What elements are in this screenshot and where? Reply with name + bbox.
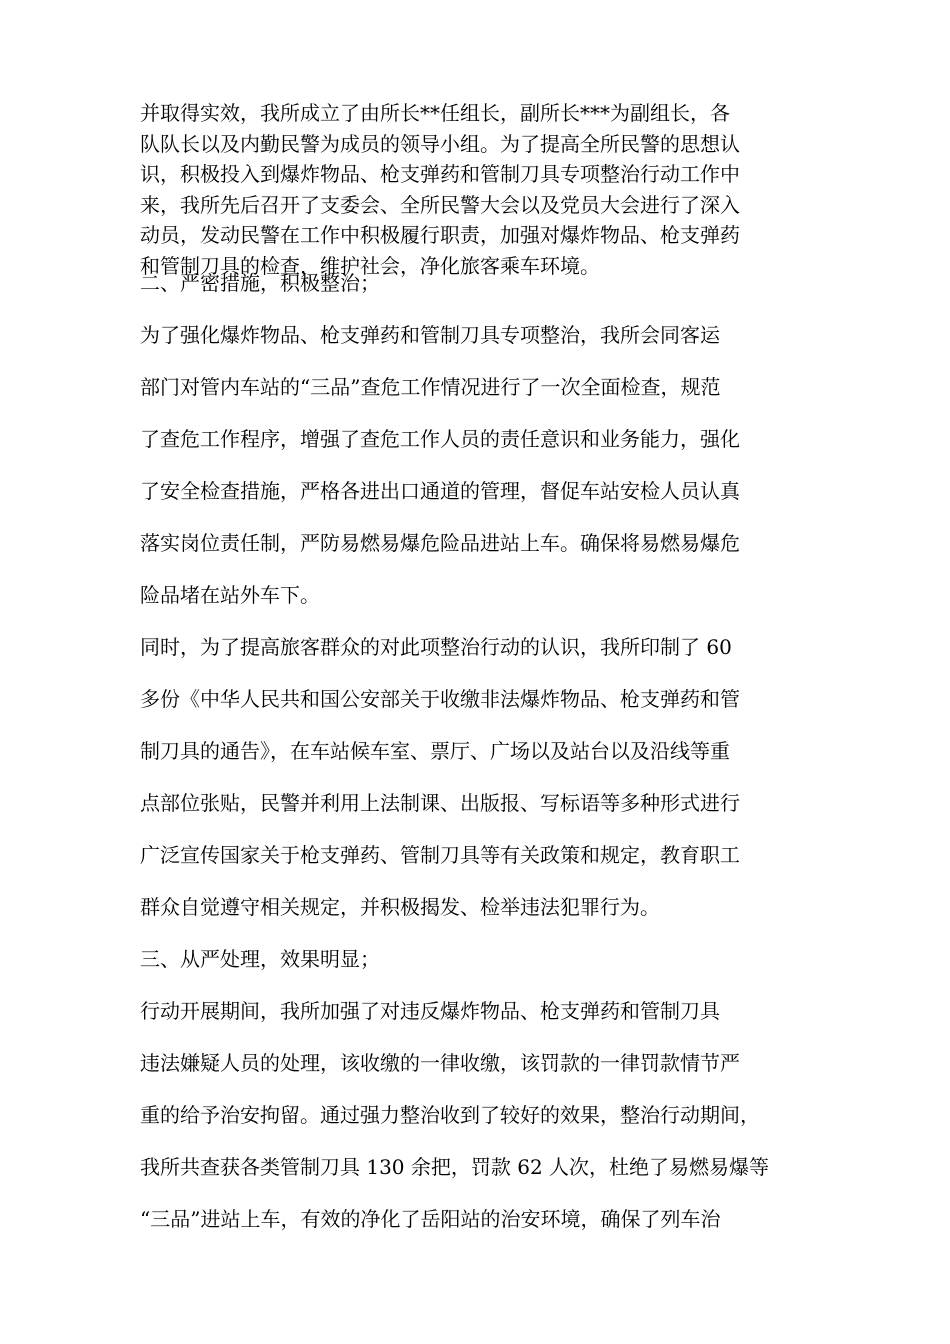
text-line: 同时，为了提高旅客群众的对此项整治行动的认识，我所印制了 60 [140, 635, 732, 659]
text-line: 动员，发动民警在工作中积极履行职责，加强对爆炸物品、枪支弹药 [140, 223, 740, 247]
text-line: 行动开展期间，我所加强了对违反爆炸物品、枪支弹药和管制刀具 [140, 999, 720, 1023]
section-heading-3: 三、从严处理，效果明显； [140, 947, 380, 971]
text-line: 了查危工作程序，增强了查危工作人员的责任意识和业务能力，强化 [140, 427, 740, 451]
text-line: 险品堵在站外车下。 [140, 583, 320, 607]
text-line: 来，我所先后召开了支委会、全所民警大会以及党员大会进行了深入 [140, 192, 740, 217]
text-line: 重的给予治安拘留。通过强力整治收到了较好的效果，整治行动期间， [140, 1103, 760, 1127]
text-line: 为了强化爆炸物品、枪支弹药和管制刀具专项整治，我所会同客运 [140, 323, 720, 347]
text-line: 队队长以及内勤民警为成员的领导小组。为了提高全所民警的思想认 [140, 131, 740, 156]
intro-paragraph [140, 98, 830, 281]
text-line: 识，积极投入到爆炸物品、枪支弹药和管制刀具专项整治行动工作中 [140, 162, 740, 186]
text-line: 部门对管内车站的“三品”查危工作情况进行了一次全面检查，规范 [140, 375, 721, 399]
text-line: 和管制刀具的检查，维护社会，净化旅客乘车环境。 [140, 253, 600, 278]
text-line: 了安全检查措施，严格各进出口通道的管理，督促车站安检人员认真 [140, 479, 740, 503]
text-line: 我所共查获各类管制刀具 130 余把，罚款 62 人次，杜绝了易燃易爆等 [140, 1155, 770, 1179]
text-line: 落实岗位责任制，严防易燃易爆危险品进站上车。确保将易燃易爆危 [140, 531, 740, 555]
text-line: 制刀具的通告》，在车站候车室、票厅、广场以及站台以及沿线等重 [140, 739, 730, 763]
text-line: 群众自觉遵守相关规定，并积极揭发、检举违法犯罪行为。 [140, 895, 660, 919]
section-heading-2: 二、严密措施，积极整治； [140, 271, 380, 295]
text-line: 广泛宣传国家关于枪支弹药、管制刀具等有关政策和规定，教育职工 [140, 843, 740, 867]
body-text [140, 257, 830, 1245]
text-line: “三品”进站上车，有效的净化了岳阳站的治安环境，确保了列车治 [140, 1207, 721, 1231]
text-line: 多份《中华人民共和国公安部关于收缴非法爆炸物品、枪支弹药和管 [140, 687, 740, 711]
text-line: 违法嫌疑人员的处理，该收缴的一律收缴，该罚款的一律罚款情节严 [140, 1051, 740, 1075]
text-line: 点部位张贴，民警并利用上法制课、出版报、写标语等多种形式进行 [140, 791, 740, 815]
text-line: 并取得实效，我所成立了由所长**任组长，副所长***为副组长，各 [140, 101, 730, 125]
